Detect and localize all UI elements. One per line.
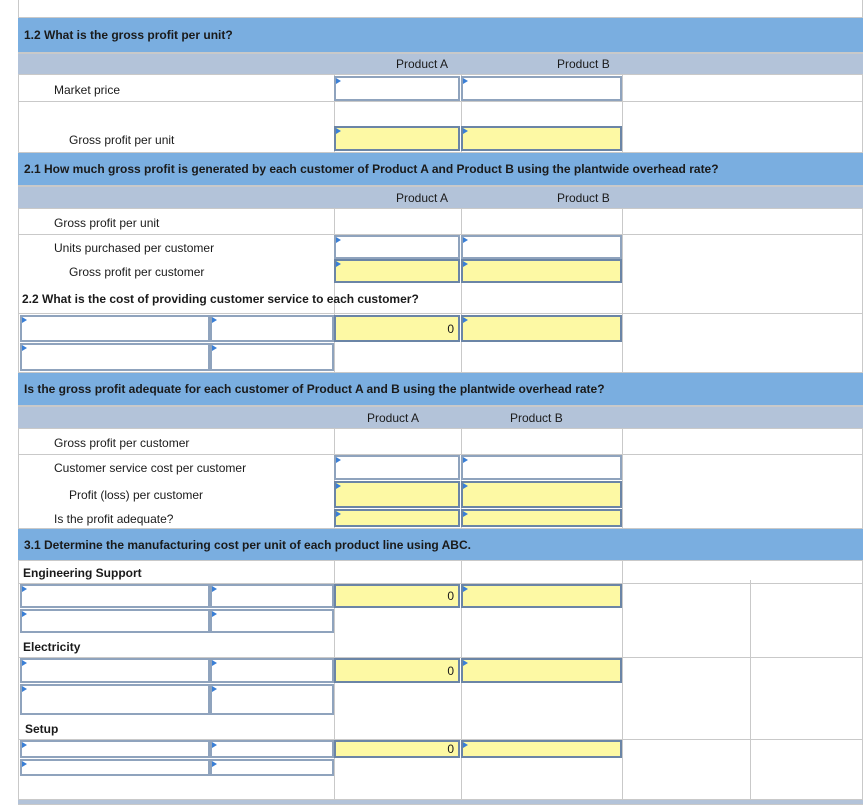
engineering-rate-input[interactable] [210, 584, 334, 608]
product-a-header: Product A [367, 411, 420, 425]
engineering-cost-a-value: 0 [447, 589, 454, 603]
product-a-header: Product A [396, 57, 449, 71]
market-price-label: Market price [54, 83, 121, 97]
product-a-header: Product A [396, 191, 449, 205]
electricity-activity-2-input[interactable] [20, 684, 210, 715]
electricity-cost-a-cell[interactable] [334, 658, 460, 683]
electricity-cost-b-input[interactable] [461, 658, 622, 683]
service-activity-2-input[interactable] [20, 343, 210, 371]
service-cost-per-customer-a-input[interactable] [334, 455, 460, 480]
service-cost-a-cell[interactable] [334, 315, 460, 342]
product-b-header: Product B [557, 191, 610, 205]
bottom-band [18, 799, 863, 805]
setup-rate-2-input[interactable] [210, 759, 334, 776]
engineering-cost-a-cell[interactable] [334, 584, 460, 608]
setup-activity-input[interactable] [20, 740, 210, 758]
section-2-1-header [18, 152, 863, 186]
section-adequacy-title: Is the gross profit adequate for each customer of Product A and B using the plantwide overhead rate? [24, 382, 605, 396]
gross-profit-per-customer-b-input[interactable] [461, 259, 622, 283]
setup-activity-2-input[interactable] [20, 759, 210, 776]
row-line [18, 101, 863, 102]
is-adequate-b-select[interactable] [461, 509, 622, 527]
is-adequate-label: Is the profit adequate? [54, 512, 174, 526]
gross-profit-per-unit-label: Gross profit per unit [69, 133, 175, 147]
service-rate-2-input[interactable] [210, 343, 334, 371]
setup-cost-b-input[interactable] [461, 740, 622, 758]
gross-profit-per-unit-label: Gross profit per unit [54, 216, 160, 230]
engineering-rate-2-input[interactable] [210, 609, 334, 633]
row-line [18, 313, 863, 314]
service-activity-input[interactable] [20, 315, 210, 342]
setup-cost-a-value: 0 [447, 742, 454, 756]
setup-label: Setup [25, 722, 59, 736]
profit-loss-label: Profit (loss) per customer [69, 488, 204, 502]
product-b-header: Product B [510, 411, 563, 425]
is-adequate-a-select[interactable] [334, 509, 460, 527]
service-cost-label: Customer service cost per customer [54, 461, 247, 475]
market-price-b-input[interactable] [461, 76, 622, 101]
section-1-2-header [18, 17, 863, 53]
section-adequacy-header [18, 372, 863, 406]
service-cost-a-value: 0 [447, 321, 454, 336]
setup-cost-a-cell[interactable] [334, 740, 460, 758]
service-cost-per-customer-b-input[interactable] [461, 455, 622, 480]
service-rate-input[interactable] [210, 315, 334, 342]
electricity-rate-input[interactable] [210, 658, 334, 683]
gross-profit-per-unit-a-input[interactable] [334, 126, 460, 151]
section-adequacy-column-header [18, 406, 863, 429]
units-purchased-b-input[interactable] [461, 235, 622, 259]
engineering-support-label: Engineering Support [23, 566, 142, 580]
column-divider [750, 580, 751, 805]
electricity-label: Electricity [23, 640, 81, 654]
profit-loss-b-input[interactable] [461, 481, 622, 508]
section-2-2-title: 2.2 What is the cost of providing customer service to each customer? [22, 292, 419, 306]
market-price-a-input[interactable] [334, 76, 460, 101]
gross-profit-per-customer-a-input[interactable] [334, 259, 460, 283]
profit-loss-a-input[interactable] [334, 481, 460, 508]
electricity-rate-2-input[interactable] [210, 684, 334, 715]
setup-rate-input[interactable] [210, 740, 334, 758]
product-b-header: Product B [557, 57, 610, 71]
gross-profit-per-customer-label: Gross profit per customer [69, 265, 205, 279]
gross-profit-per-customer-label: Gross profit per customer [54, 436, 190, 450]
engineering-activity-2-input[interactable] [20, 609, 210, 633]
electricity-cost-a-value: 0 [447, 663, 454, 678]
gross-profit-per-unit-b-input[interactable] [461, 126, 622, 151]
electricity-activity-input[interactable] [20, 658, 210, 683]
section-2-1-title: 2.1 How much gross profit is generated by each customer of Product A and Product B using the plantwide overhead rate? [24, 162, 719, 176]
section-1-2-title: 1.2 What is the gross profit per unit? [24, 28, 233, 42]
engineering-cost-b-input[interactable] [461, 584, 622, 608]
units-purchased-a-input[interactable] [334, 235, 460, 259]
section-3-1-header [18, 528, 863, 561]
service-cost-b-input[interactable] [461, 315, 622, 342]
section-3-1-title: 3.1 Determine the manufacturing cost per unit of each product line using ABC. [24, 538, 471, 552]
units-purchased-label: Units purchased per customer [54, 241, 215, 255]
engineering-activity-input[interactable] [20, 584, 210, 608]
